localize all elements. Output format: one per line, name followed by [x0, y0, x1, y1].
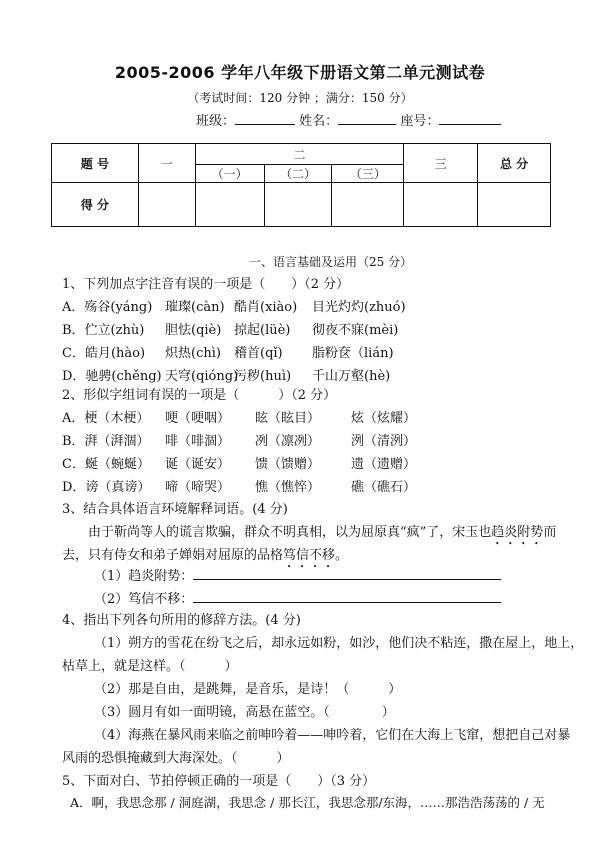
q4-sentence-4a: （4）海燕在暴风雨来临之前呻吟着——呻吟着，它们在大海上飞窜，想把自己对暴 [94, 728, 571, 743]
score-cell-three[interactable] [404, 183, 478, 227]
q3-answer-line-1[interactable] [193, 567, 501, 580]
score-cell-total[interactable] [478, 183, 551, 227]
header-part-one: 一 [138, 144, 195, 183]
header-sub-1: （一） [195, 165, 264, 183]
q4-stem: 4、指出下列各句所用的修辞方法。(4 分) [62, 613, 301, 628]
score-cell-two-1[interactable] [195, 183, 264, 227]
q3-dotted-term-2: 笃信不移 [283, 548, 336, 563]
class-blank[interactable] [235, 112, 295, 125]
q3-item-2: （2）笃信不移： [94, 588, 501, 607]
name-label: 姓名： [299, 114, 339, 129]
score-cell-two-2[interactable] [264, 183, 332, 227]
q3-item-1: （1）趋炎附势： [94, 565, 501, 584]
score-table [51, 143, 551, 227]
student-fields [196, 110, 501, 129]
header-sub-2: （二） [264, 165, 332, 183]
header-sub-3: （三） [332, 165, 404, 183]
header-total: 总 分 [478, 144, 551, 183]
exam-title: 2005-2006 学年八年级下册语文第二单元测试卷 [114, 63, 486, 82]
q3-passage-line2: 去，只有侍女和弟子婵娟对屈原的品格笃信不移。 [62, 548, 349, 563]
q3-answer-line-2[interactable] [193, 590, 501, 603]
seat-blank[interactable] [439, 112, 501, 125]
name-blank[interactable] [338, 112, 396, 125]
q3-passage-line1: 由于靳尚等人的谎言欺骗，群众不明真相，以为屈原真“疯”了，宋玉也趋炎附势而 [88, 525, 557, 540]
section-title: 一、语言基础及运用（25 分） [249, 255, 413, 269]
q4-sentence-1a: （1）朔方的雪花在纷飞之后，却永远如粉，如沙，他们决不粘连，撒在屋上，地上， [94, 636, 584, 651]
score-cell-one[interactable] [138, 183, 195, 227]
q3-stem: 3、结合具体语言环境解释词语。(4 分) [62, 502, 288, 517]
q5-option-a[interactable]: A．啊，我思念那 / 洞庭湖，我思念 / 那长江，我思念那/东海，……那浩浩荡荡的 / 无 [70, 795, 545, 810]
q1-stem: 1、下列加点字注音有误的一项是（ ）（2 分） [62, 277, 350, 292]
q4-sentence-1b: 枯草上，就是这样。（ ） [62, 659, 238, 674]
q4-sentence-3: （3）圆月有如一面明镜，高悬在蓝空。（ ） [94, 705, 395, 720]
q3-dotted-term-1: 趋炎附势 [491, 525, 544, 540]
header-question: 题 号 [52, 144, 139, 183]
header-part-two: 二 [195, 144, 404, 165]
seat-label: 座号： [400, 114, 440, 129]
header-part-three: 三 [404, 144, 478, 183]
score-cell-two-3[interactable] [332, 183, 404, 227]
q5-stem: 5、下面对白、节拍停顿正确的一项是（ ）（3 分） [62, 774, 376, 789]
q4-sentence-2: （2）那是自由，是跳舞，是音乐，是诗！（ ） [94, 682, 402, 697]
q4-sentence-4b: 风雨的恐惧掩藏到大海深处。（ ） [62, 751, 290, 766]
exam-info: （考试时间：120 分钟 ；满分：150 分） [187, 91, 413, 105]
class-label: 班级： [196, 114, 236, 129]
q2-stem: 2、形似字组词有误的一项是（ ）（2 分） [62, 388, 337, 403]
row-score-label: 得 分 [52, 183, 139, 227]
